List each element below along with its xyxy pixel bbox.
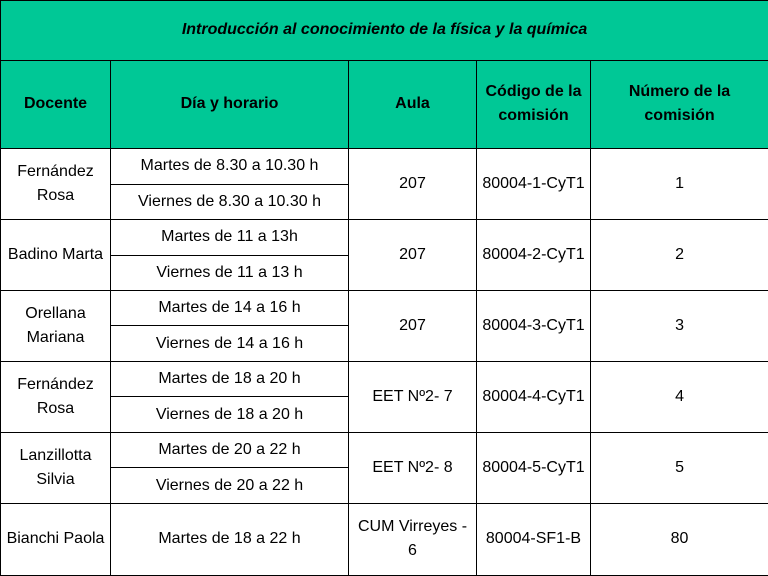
cell-codigo: 80004-SF1-B [477, 503, 591, 575]
cell-docente: Fernández Rosa [1, 361, 111, 432]
cell-numero: 3 [591, 290, 768, 361]
cell-horario: Martes de 20 a 22 h [111, 432, 349, 467]
cell-codigo: 80004-1-CyT1 [477, 149, 591, 220]
cell-numero: 5 [591, 432, 768, 503]
cell-docente: Bianchi Paola [1, 503, 111, 575]
cell-horario: Martes de 14 a 16 h [111, 290, 349, 325]
header-codigo: Código de la comisión [477, 60, 591, 148]
cell-horario: Viernes de 18 a 20 h [111, 397, 349, 432]
cell-codigo: 80004-2-CyT1 [477, 220, 591, 291]
cell-numero: 1 [591, 149, 768, 220]
header-horario: Día y horario [111, 60, 349, 148]
cell-horario: Martes de 18 a 22 h [111, 503, 349, 575]
cell-horario: Viernes de 14 a 16 h [111, 326, 349, 361]
cell-aula: CUM Virreyes - 6 [349, 503, 477, 575]
cell-docente: Badino Marta [1, 220, 111, 291]
cell-docente: Lanzillotta Silvia [1, 432, 111, 503]
cell-docente: Orellana Mariana [1, 290, 111, 361]
header-docente: Docente [1, 60, 111, 148]
cell-horario: Viernes de 20 a 22 h [111, 468, 349, 503]
cell-aula: 207 [349, 220, 477, 291]
cell-horario: Viernes de 11 a 13 h [111, 255, 349, 290]
cell-horario: Martes de 8.30 a 10.30 h [111, 149, 349, 184]
cell-horario: Martes de 11 a 13h [111, 220, 349, 255]
cell-aula: EET Nº2- 7 [349, 361, 477, 432]
cell-numero: 2 [591, 220, 768, 291]
cell-aula: EET Nº2- 8 [349, 432, 477, 503]
cell-aula: 207 [349, 149, 477, 220]
header-numero: Número de la comisión [591, 60, 768, 148]
cell-numero: 4 [591, 361, 768, 432]
cell-numero: 80 [591, 503, 768, 575]
cell-codigo: 80004-4-CyT1 [477, 361, 591, 432]
cell-horario: Viernes de 8.30 a 10.30 h [111, 184, 349, 219]
cell-docente: Fernández Rosa [1, 149, 111, 220]
cell-aula: 207 [349, 290, 477, 361]
cell-horario: Martes de 18 a 20 h [111, 361, 349, 396]
table-title: Introducción al conocimiento de la física y la química [1, 1, 768, 61]
cell-codigo: 80004-3-CyT1 [477, 290, 591, 361]
header-aula: Aula [349, 60, 477, 148]
cell-codigo: 80004-5-CyT1 [477, 432, 591, 503]
